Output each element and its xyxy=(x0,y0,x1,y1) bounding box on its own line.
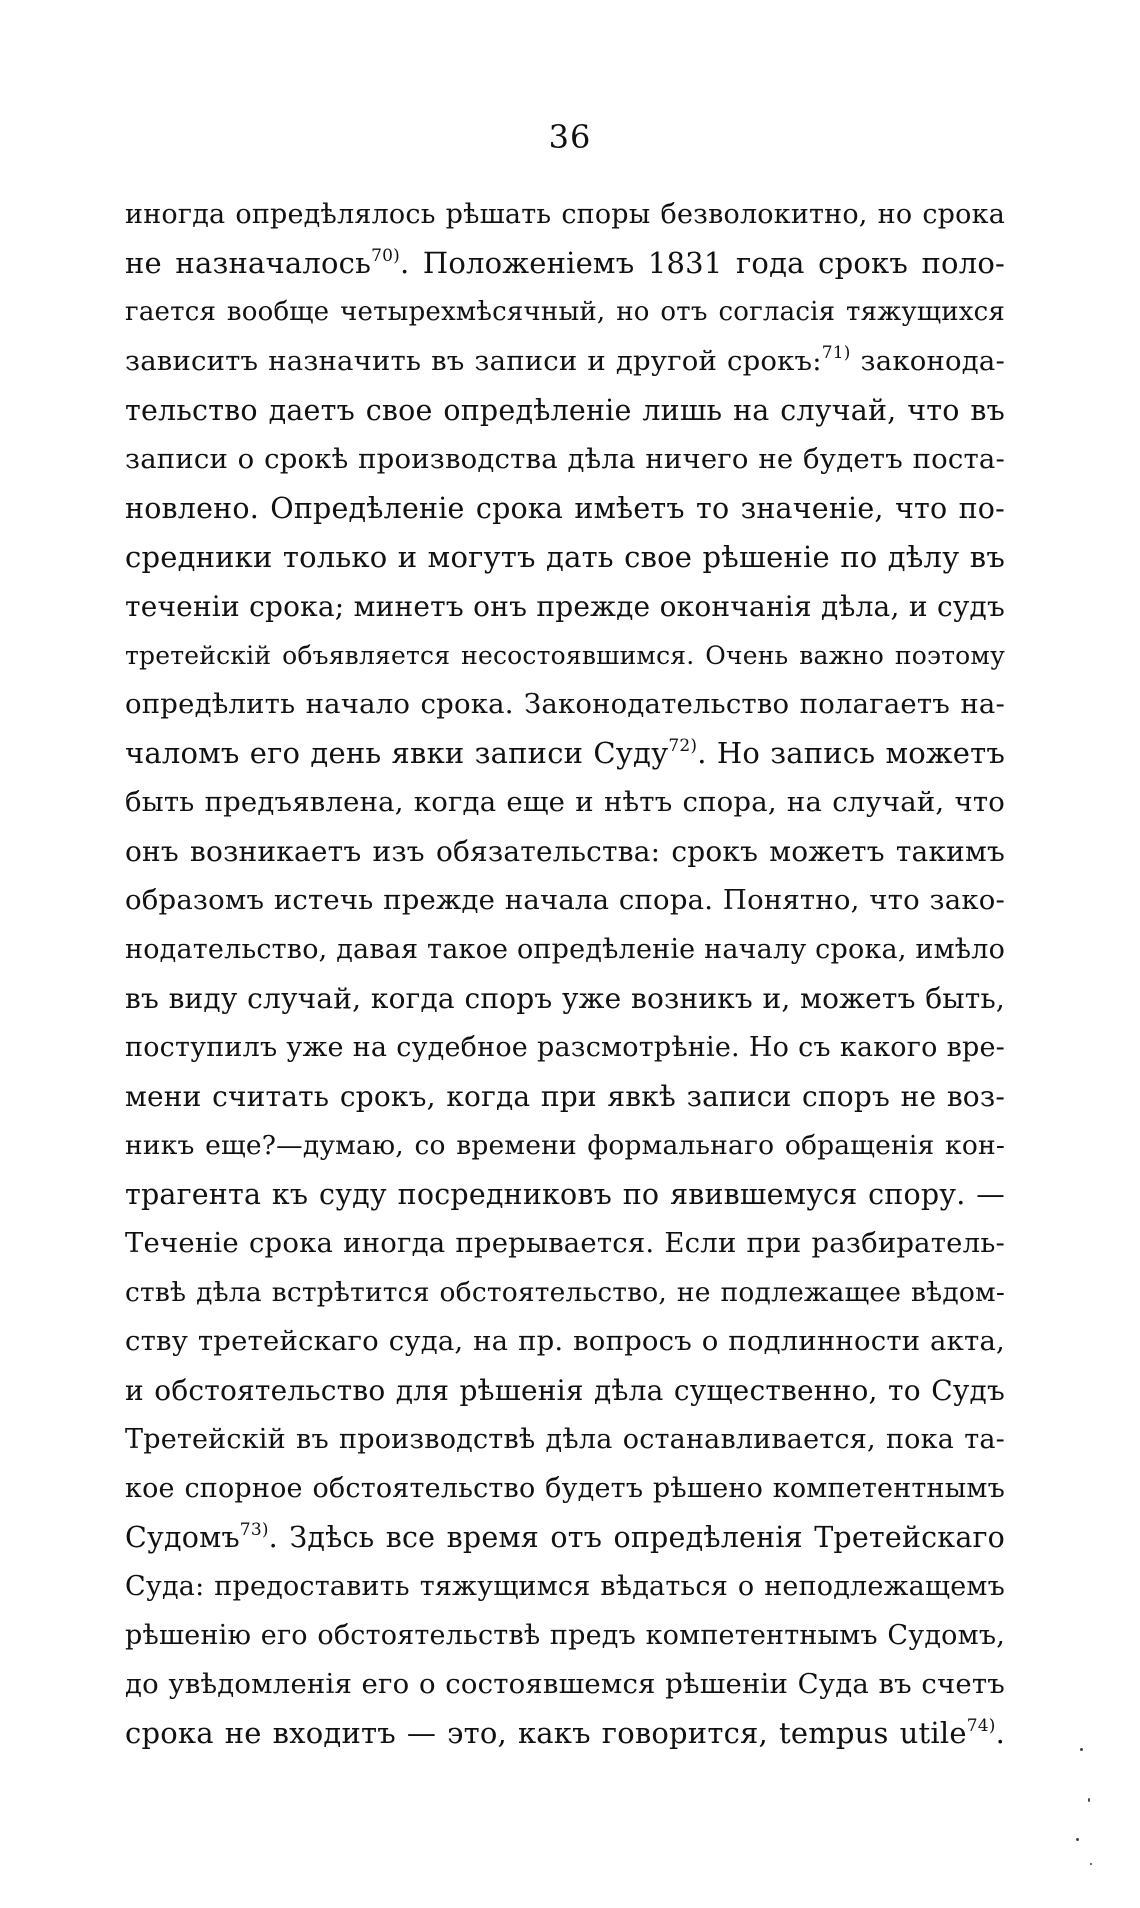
line-text: новлено. Опредѣленіе срока имѣетъ то значеніе, что по- xyxy=(125,492,1005,525)
line-text: образомъ истечь прежде начала спора. Понятно, что зако- xyxy=(125,884,1005,916)
text-line xyxy=(125,1317,1005,1366)
footnote-ref: 72) xyxy=(668,736,698,756)
line-text: Судомъ xyxy=(125,1521,240,1554)
line-text: быть предъявлена, когда еще и нѣтъ спора, на случай, что xyxy=(125,786,1005,818)
text-line xyxy=(125,729,1005,778)
text-line xyxy=(125,337,1005,386)
line-text: третейскій объявляется несостоявшимся. Очень важно поэтому xyxy=(125,641,1005,670)
text-line xyxy=(125,435,1005,484)
text-line xyxy=(125,925,1005,974)
text-line xyxy=(125,778,1005,827)
text-line xyxy=(125,190,1005,239)
line-text-continued: . Положеніемъ 1831 года срокъ поло- xyxy=(399,246,1006,280)
line-text: нодательство, давая такое опредѣленіе началу срока, имѣло xyxy=(125,934,1006,965)
footnote-ref: 74) xyxy=(966,1716,996,1736)
text-line xyxy=(125,1415,1005,1464)
text-line xyxy=(125,1072,1005,1121)
line-text: кое спорное обстоятельство будетъ рѣшено компетентнымъ xyxy=(125,1473,1005,1504)
line-text-continued: . Но запись можетъ xyxy=(697,736,1005,770)
line-text: гается вообще четырехмѣсячный, но отъ согласія тяжущихся xyxy=(125,297,1005,327)
text-line xyxy=(125,1170,1005,1219)
text-line xyxy=(125,974,1005,1023)
line-text: Суда: предоставить тяжущимся вѣдаться о неподлежащемъ xyxy=(125,1571,1005,1602)
line-text: ству третейскаго суда, на пр. вопросъ о подлинности акта, xyxy=(125,1325,1005,1357)
text-line xyxy=(125,239,1005,288)
footnote-ref: 71) xyxy=(821,343,851,363)
line-text: трагента къ суду посредниковъ по явившемуся спору. — xyxy=(125,1178,1005,1211)
line-text: опредѣлить начало срока. Законодательство полагаетъ на- xyxy=(125,688,1005,720)
line-text: иногда опредѣлялось рѣшать споры безволокитно, но срока xyxy=(125,199,1005,230)
line-text: до увѣдомленія его о состоявшемся рѣшеніи Суда въ счетъ xyxy=(125,1668,1005,1700)
line-text-continued: законода- xyxy=(850,345,1005,377)
text-line xyxy=(125,1660,1005,1709)
print-specks xyxy=(1050,1688,1110,1888)
text-line xyxy=(125,1023,1005,1072)
text-line xyxy=(125,484,1005,533)
line-text: ствѣ дѣла встрѣтится обстоятельство, не подлежащее вѣдом- xyxy=(125,1277,1005,1308)
line-text: тельство даетъ свое опредѣленіе лишь на случай, что въ xyxy=(125,394,1005,427)
line-text: чаломъ его день явки записи Суду xyxy=(125,736,669,770)
text-line xyxy=(125,876,1005,925)
line-text: не назначалось xyxy=(125,246,372,280)
text-line xyxy=(125,288,1005,337)
text-line xyxy=(125,386,1005,435)
text-line xyxy=(125,827,1005,876)
footnote-ref: 70) xyxy=(371,246,400,266)
text-line xyxy=(125,680,1005,729)
footnote-ref: 73) xyxy=(239,1520,269,1540)
text-line xyxy=(125,631,1005,680)
line-text: и обстоятельство для рѣшенія дѣла существенно, то Судъ xyxy=(125,1374,1005,1407)
line-text-continued: . Здѣсь все время отъ опредѣленія Третейскаго xyxy=(268,1521,1005,1554)
text-line xyxy=(125,533,1005,582)
text-line xyxy=(125,1268,1005,1317)
text-line xyxy=(125,1366,1005,1415)
text-line xyxy=(125,1464,1005,1513)
line-text: Теченіе срока иногда прерывается. Если при разбиратель- xyxy=(125,1227,1005,1259)
text-line xyxy=(125,1121,1005,1170)
text-line xyxy=(125,1562,1005,1611)
line-text: въ виду случай, когда споръ уже возникъ и, можетъ быть, xyxy=(125,982,1005,1015)
page-number: 36 xyxy=(548,118,592,156)
line-text: теченіи срока; минетъ онъ прежде окончанія дѣла, и судъ xyxy=(125,590,1005,623)
text-line xyxy=(125,1219,1005,1268)
line-text: поступилъ уже на судебное разсмотрѣніе. Но съ какого вре- xyxy=(125,1032,1005,1063)
line-text-continued: . xyxy=(995,1716,1005,1750)
text-line xyxy=(125,582,1005,631)
line-text: никъ еще?—думаю, со времени формальнаго обращенія кон- xyxy=(125,1130,1005,1161)
line-text: зависитъ назначить въ записи и другой срокъ: xyxy=(125,345,822,377)
text-line xyxy=(125,1611,1005,1660)
body-text xyxy=(125,190,1005,1758)
line-text: срока не входитъ — это, какъ говорится, tempus utile xyxy=(125,1716,967,1750)
line-text: рѣшенію его обстоятельствѣ предъ компетентнымъ Судомъ, xyxy=(125,1620,1005,1651)
line-text: онъ возникаетъ изъ обязательства: срокъ можетъ такимъ xyxy=(125,835,1005,868)
line-text: Третейскій въ производствѣ дѣла останавливается, пока та- xyxy=(125,1424,1005,1455)
text-line xyxy=(125,1513,1005,1562)
line-text: мени считать срокъ, когда при явкѣ записи споръ не воз- xyxy=(125,1080,1005,1113)
line-text: средники только и могутъ дать свое рѣшеніе по дѣлу въ xyxy=(125,540,1005,574)
line-text: записи о срокѣ производства дѣла ничего не будетъ поста- xyxy=(125,443,1005,475)
text-line xyxy=(125,1709,1005,1758)
